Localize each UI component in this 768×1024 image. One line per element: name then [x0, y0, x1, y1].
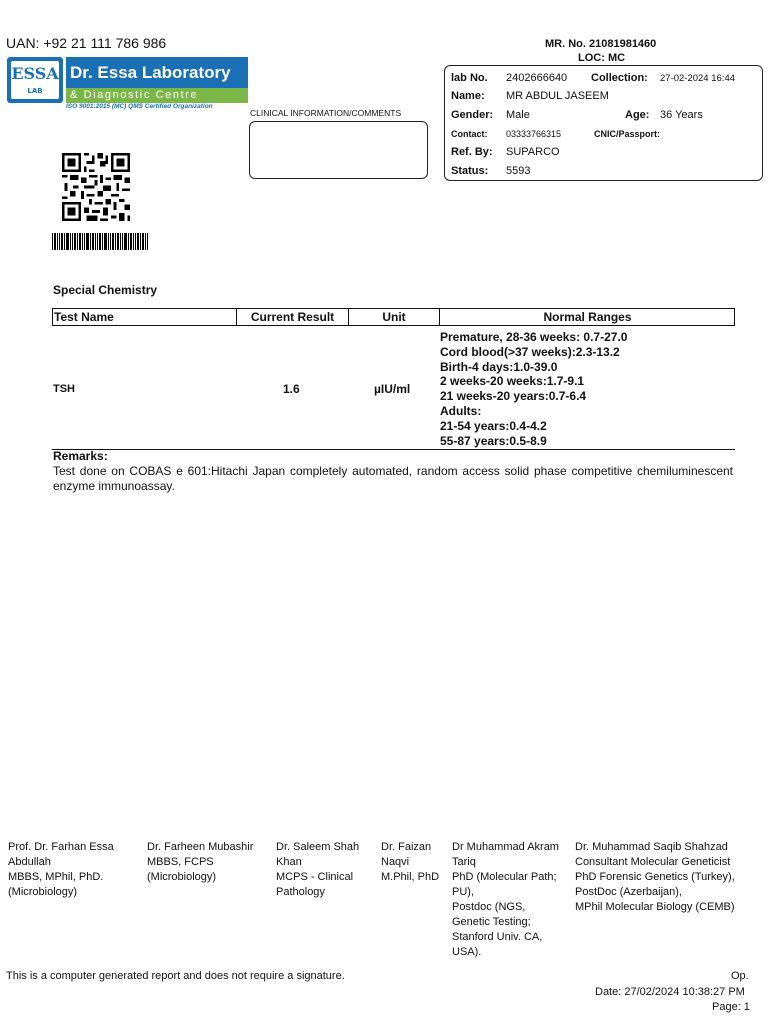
- computer-generated-note: This is a computer generated report and does not require a signature.: [6, 970, 345, 982]
- remarks-heading: Remarks:: [53, 449, 108, 463]
- name-label: Name:: [451, 90, 485, 102]
- clinical-info-label: CLINICAL INFORMATION/COMMENTS: [250, 108, 402, 118]
- range-line: 21 weeks-20 years:0.7-6.4: [440, 389, 587, 404]
- signatory-line: Prof. Dr. Farhan Essa: [8, 841, 114, 853]
- signatory: [276, 840, 376, 900]
- test-unit: µIU/ml: [374, 382, 411, 396]
- collection-value: 27-02-2024 16:44: [660, 73, 736, 84]
- signatory-line: MBBS, MPhil, PhD.: [8, 871, 104, 883]
- signatory-line: PhD Forensic Genetics (Turkey),: [575, 871, 735, 883]
- logo-badge: [7, 57, 63, 103]
- collection-label: Collection:: [591, 72, 648, 84]
- range-line: Premature, 28-36 weeks: 0.7-27.0: [440, 330, 628, 344]
- signatory-line: MCPS - Clinical: [276, 871, 354, 883]
- signatory-line: M.Phil, PhD: [381, 871, 440, 883]
- age-value: 36 Years: [660, 109, 703, 121]
- status-value: 5593: [506, 165, 531, 177]
- lab-no-label: lab No.: [451, 72, 488, 84]
- signatory-line: PU),: [452, 886, 474, 898]
- signatory: [381, 840, 449, 885]
- signatory-line: Tariq: [452, 856, 476, 868]
- range-line: Adults:: [440, 403, 482, 418]
- signatory-line: Postdoc (NGS,: [452, 901, 526, 913]
- signatory-line: Pathology: [276, 886, 325, 898]
- col-normal-ranges: Normal Ranges: [543, 310, 632, 324]
- test-result: 1.6: [283, 382, 300, 396]
- range-line: Cord blood(>37 weeks):2.3-13.2: [440, 344, 620, 359]
- signatory-line: MPhil Molecular Biology (CEMB): [575, 901, 735, 913]
- col-current-result: Current Result: [250, 310, 335, 324]
- signatory-line: Dr. Faizan: [381, 841, 432, 853]
- signatory-line: Dr. Farheen Mubashir: [147, 841, 254, 853]
- signatory-line: (Microbiology): [8, 886, 78, 898]
- logo-subtitle: & Diagnostic Centre: [66, 88, 248, 103]
- page-number: Page: 1: [712, 1001, 750, 1013]
- uan-number: UAN: +92 21 111 786 986: [6, 35, 167, 51]
- col-unit: Unit: [382, 310, 406, 324]
- section-title: Special Chemistry: [53, 283, 158, 297]
- signatory-line: Consultant Molecular Geneticist: [575, 856, 731, 868]
- logo-iso-line: ISO 9001:2015 (MC) QMS Certified Organization: [66, 103, 213, 110]
- barcode: [52, 233, 148, 250]
- signatory-line: Genetic Testing;: [452, 916, 531, 928]
- ref-by-value: SUPARCO: [506, 146, 560, 158]
- signatory-line: USA).: [452, 946, 482, 958]
- range-line: 21-54 years:0.4-4.2: [440, 418, 547, 433]
- logo-name: Dr. Essa Laboratory: [66, 57, 248, 88]
- test-name: TSH: [53, 383, 75, 395]
- lab-no-value: 2402666640: [506, 72, 568, 84]
- logo-badge-sub: LAB: [27, 87, 43, 95]
- report-date: Date: 27/02/2024 10:38:27 PM: [595, 986, 745, 998]
- mr-number: MR. No. 21081981460: [545, 38, 657, 50]
- signatory-line: Dr. Saleem Shah: [276, 841, 360, 853]
- signatory-line: MBBS, FCPS: [147, 856, 214, 868]
- signatory: [452, 840, 574, 960]
- range-line: 2 weeks-20 weeks:1.7-9.1: [440, 374, 585, 389]
- col-test-name: Test Name: [54, 310, 114, 324]
- ref-by-label: Ref. By:: [451, 146, 493, 158]
- signatory-line: Stanford Univ. CA,: [452, 931, 543, 943]
- signatory-line: Khan: [276, 856, 302, 868]
- signatory-line: Dr. Muhammad Saqib Shahzad: [575, 841, 728, 853]
- signatory-line: Dr Muhammad Akram: [452, 841, 559, 853]
- signatory-line: Abdullah: [8, 856, 51, 868]
- remarks-text: Test done on COBAS e 601:Hitachi Japan completely automated, random access solid phase competitive chemiluminescent enzyme immunoassay.: [53, 464, 733, 493]
- status-label: Status:: [451, 165, 489, 177]
- signatory-line: PhD (Molecular Path;: [452, 871, 557, 883]
- contact-value: 03333766315: [506, 129, 562, 139]
- lab-logo: [7, 57, 248, 113]
- age-label: Age:: [625, 109, 650, 121]
- name-value: MR ABDUL JASEEM: [506, 90, 609, 102]
- location: LOC: MC: [578, 52, 626, 64]
- qr-code: [60, 153, 132, 221]
- patient-info-box: [444, 65, 763, 181]
- signatory-line: PostDoc (Azerbaijan),: [575, 886, 682, 898]
- logo-badge-text: ESSA: [11, 64, 59, 83]
- table-bottom-rule: [52, 449, 735, 450]
- contact-label: Contact:: [451, 129, 488, 139]
- operator-label: Op.: [731, 970, 749, 982]
- clinical-info-box: [249, 121, 428, 179]
- range-line: 55-87 years:0.5-8.9: [440, 433, 547, 448]
- range-line: Birth-4 days:1.0-39.0: [440, 359, 558, 374]
- normal-ranges: [440, 330, 627, 448]
- gender-label: Gender:: [451, 109, 494, 121]
- cnic-label: CNIC/Passport:: [594, 129, 661, 139]
- signatory-line: Naqvi: [381, 856, 410, 868]
- results-table-header: [52, 308, 735, 326]
- signatory-line: (Microbiology): [147, 871, 217, 883]
- signatory: [575, 840, 765, 915]
- gender-value: Male: [506, 109, 530, 121]
- signatory: [147, 840, 273, 885]
- signatory: [8, 840, 140, 900]
